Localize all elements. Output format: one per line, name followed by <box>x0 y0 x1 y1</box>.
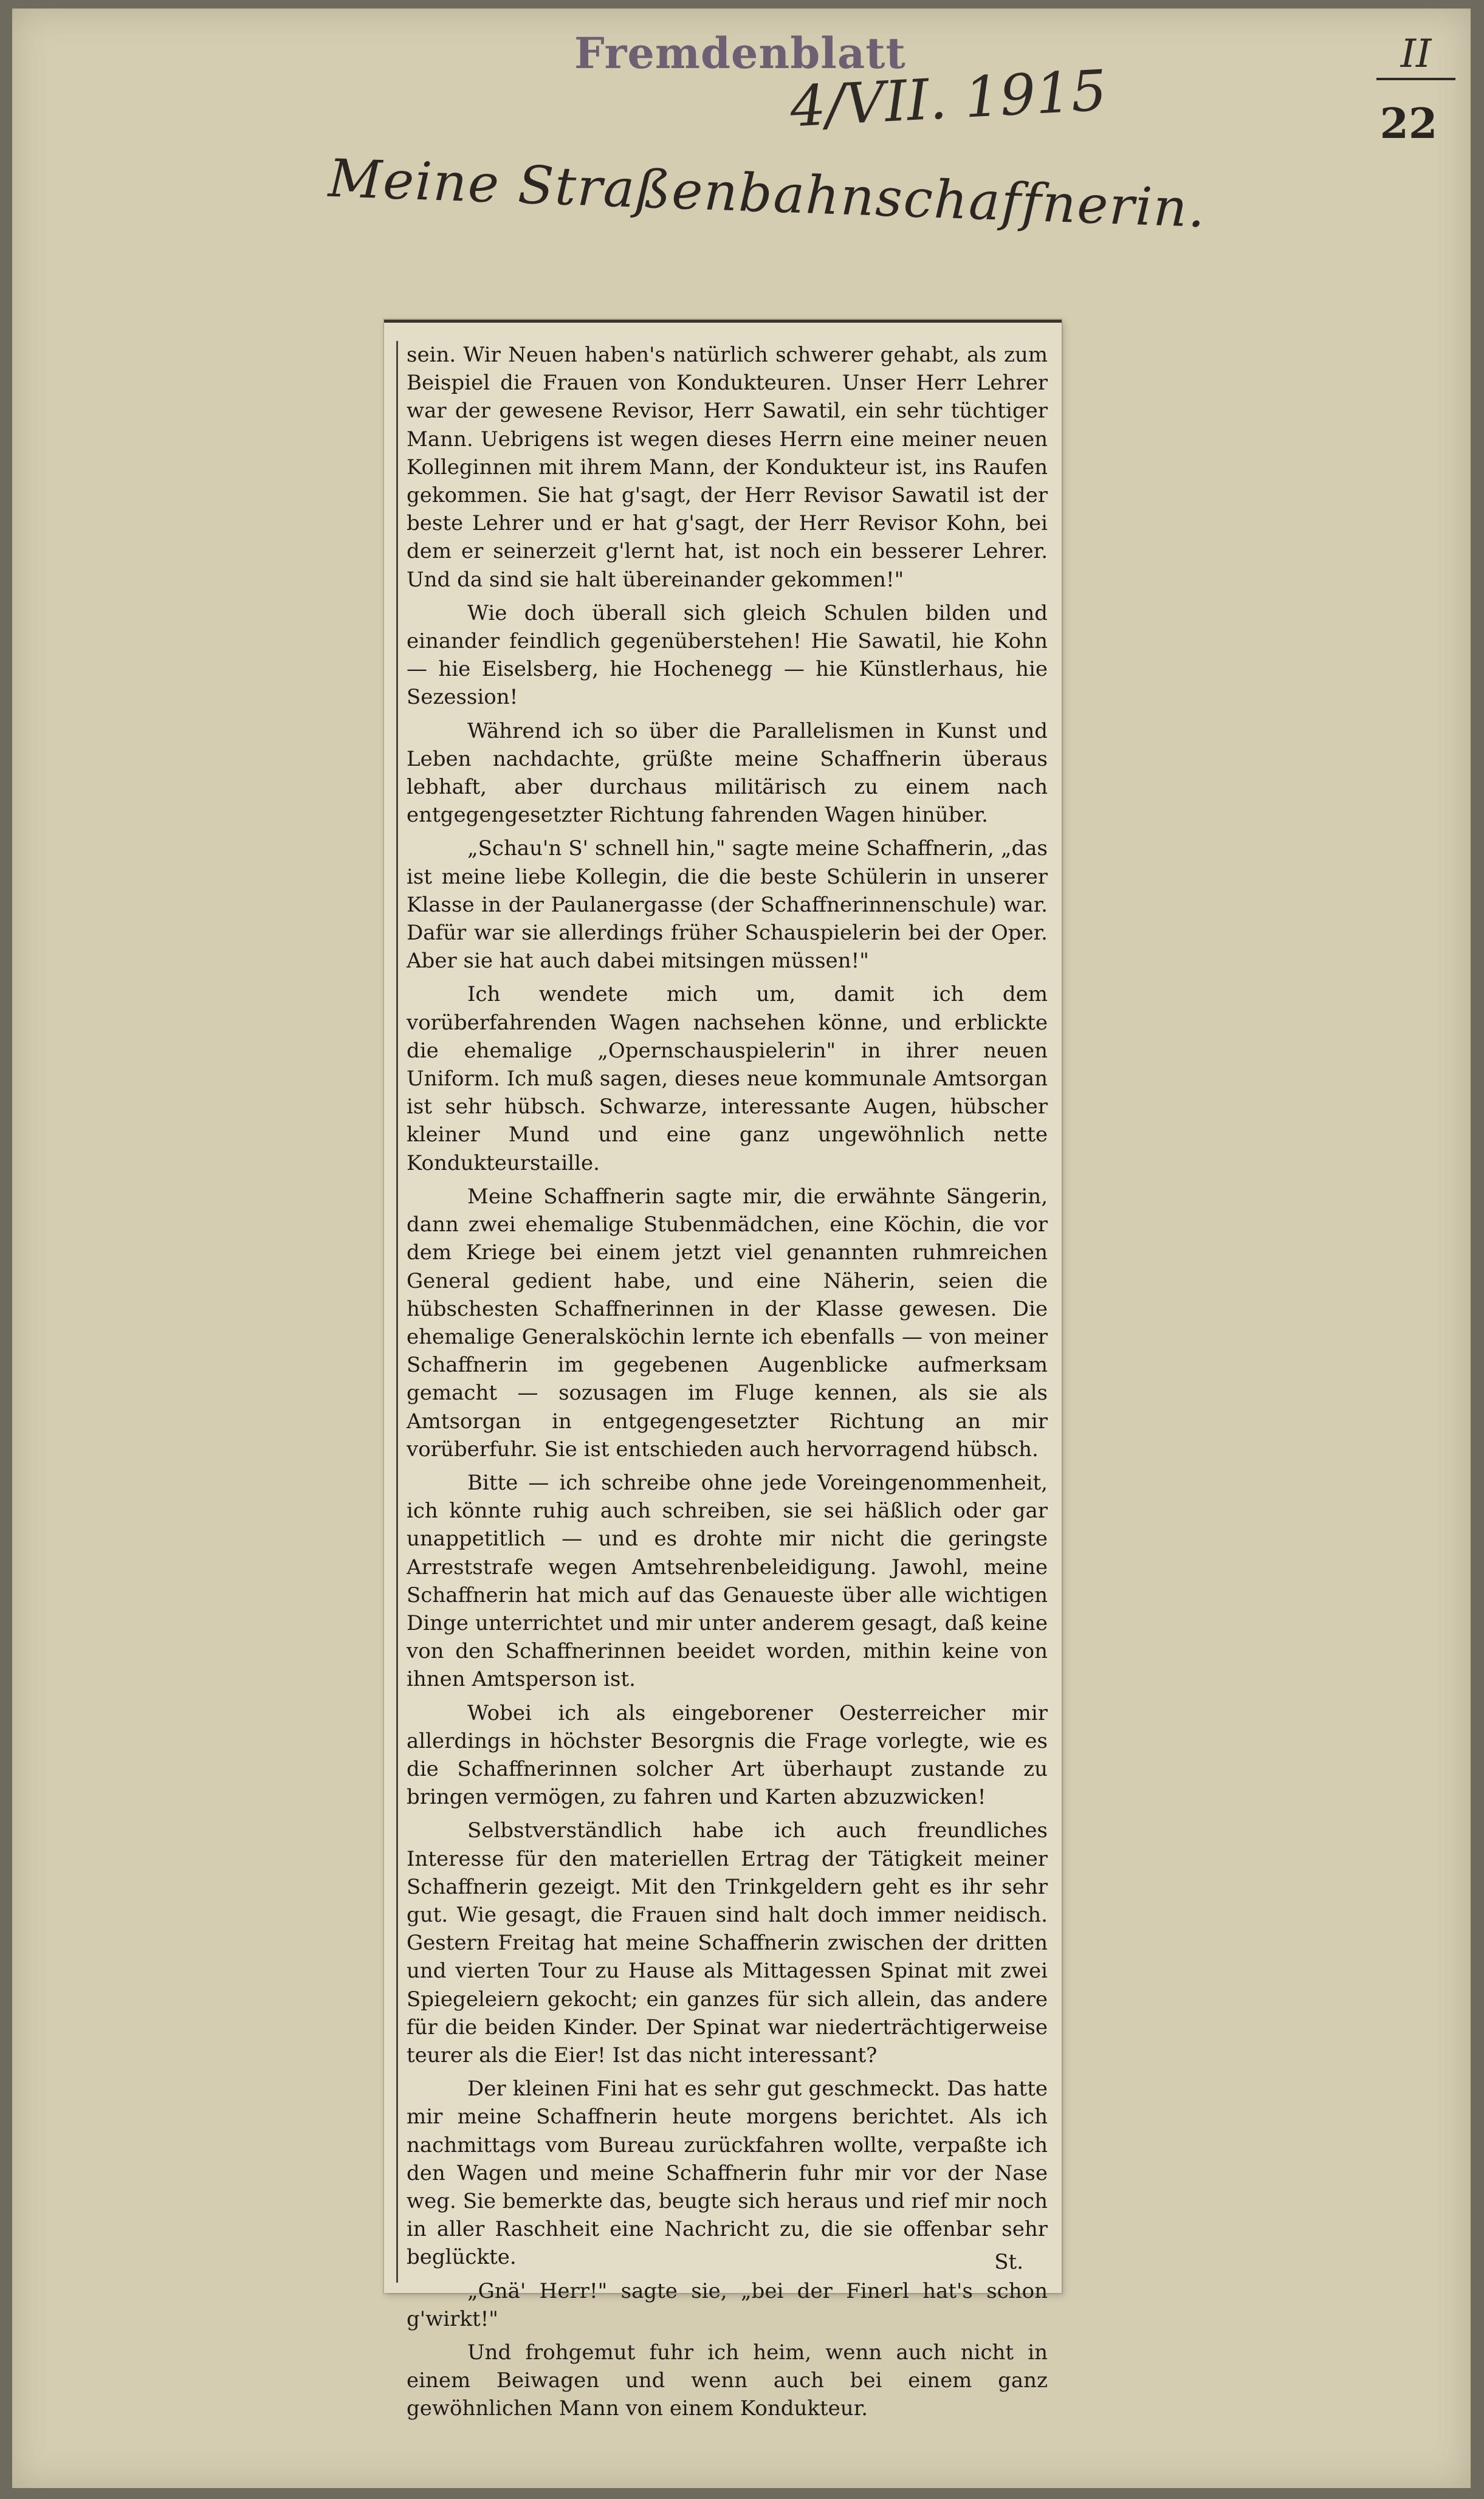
article-paragraph: Wie doch überall sich gleich Schulen bilden und einander feindlich gegenüberstehen! Hie Sawatil, hie Kohn — hie Eiselsberg, hie Hochenegg — hie Künstlerhaus, hie Sezession! <box>407 600 1048 710</box>
folio-roman-numeral: II <box>1376 32 1455 80</box>
article-paragraph: Selbstverständlich habe ich auch freundliches Interesse für den materiellen Ertrag der Tätigkeit meiner Schaffnerin gezeigt. Mit den Trinkgeldern geht es ihr sehr gut. Wie gesagt, die Frauen sind halt doch immer neidisch. Gestern Freitag hat meine Schaffnerin zwischen der dritten und vierten Tour zu Hause als Mittagessen Spinat mit zwei Spiegeleiern gekocht; ein ganzes für sich allein, das andere für die beiden Kinder. Der Spinat war niederträchtigerweise teurer als die Eier! Ist das nicht interessant? <box>407 1818 1048 2068</box>
article-paragraph: Der kleinen Fini hat es sehr gut geschmeckt. Das hatte mir meine Schaffnerin heute morgens berichtet. Als ich nachmittags vom Bureau zurückfahren wollte, verpaßte ich den Wagen und meine Schaffnerin fuhr mir vor der Nase weg. Sie bemerkte das, beugte sich heraus und rief mir noch in aller Raschheit eine Nachricht zu, die sie offenbar sehr beglückte. <box>407 2077 1048 2270</box>
article-paragraph: Meine Schaffnerin sagte mir, die erwähnte Sängerin, dann zwei ehemalige Stubenmädchen, eine Köchin, die vor dem Kriege bei einem jetzt viel genannten ruhmreichen General gedient habe, und eine Näherin, seien die hübschesten Schaffnerinnen in der Klasse gewesen. Die ehemalige Generalsköchin lernte ich ebenfalls — von meiner Schaffnerin im gegebenen Augenblicke aufmerksam gemacht — sozusagen im Fluge kennen, als sie als Amtsorgan in entgegengesetzter Richtung an mir vorüberfuhr. Sie ist entschieden auch hervorragend hübsch. <box>407 1184 1048 1462</box>
article-paragraph: Bitte — ich schreibe ohne jede Voreingenommenheit, ich könnte ruhig auch schreiben, sie sei häßlich oder gar unappetitlich — und es drohte mir nicht die geringste Arreststrafe wegen Amtsehrenbeleidigung. Jawohl, meine Schaffnerin hat mich auf das Genaueste über alle wichtigen Dinge unterrichtet und mir unter anderem gesagt, daß keine von den Schaffnerinnen beeidet worden, mithin keine von ihnen Amtsperson ist. <box>407 1470 1048 1692</box>
newspaper-clipping <box>384 320 1062 2421</box>
handwritten-headline: Meine Straßenbahnschaffnerin. <box>327 148 1207 240</box>
newspaper-stamp: Fremdenblatt <box>574 28 906 78</box>
archive-sheet <box>12 9 1471 2488</box>
article-column <box>396 341 1048 2421</box>
article-paragraph: Wobei ich als eingeborener Oesterreicher mir allerdings in höchster Besorgnis die Frage vorlegte, wie es die Schaffnerinnen solcher Art überhaupt zustande zu bringen vermögen, zu fahren und Karten abzuzwicken! <box>407 1700 1048 1810</box>
article-paragraph: „Schau'n S' schnell hin," sagte meine Schaffnerin, „das ist meine liebe Kollegin, die die beste Schülerin in unserer Klasse in der Paulanergasse (der Schaffnerinnenschule) war. Dafür war sie allerdings früher Schauspielerin bei der Oper. Aber sie hat auch dabei mitsingen müssen!" <box>407 836 1048 974</box>
article-paragraph: sein. Wir Neuen haben's natürlich schwerer gehabt, als zum Beispiel die Frauen von Kondukteuren. Unser Herr Lehrer war der gewesene Revisor, Herr Sawatil, ein sehr tüchtiger Mann. Uebrigens ist wegen dieses Herrn eine meiner neuen Kolleginnen mit ihrem Mann, der Kondukteur ist, ins Raufen gekommen. Sie hat g'sagt, der Herr Revisor Sawatil ist der beste Lehrer und er hat g'sagt, der Herr Revisor Kohn, bei dem er seinerzeit g'lernt hat, ist noch ein besserer Lehrer. Und da sind sie halt übereinander gekommen!" <box>407 343 1048 592</box>
article-paragraph: Während ich so über die Parallelismen in Kunst und Leben nachdachte, grüßte meine Schaffnerin überaus lebhaft, aber durchaus militärisch zu einem nach entgegengesetzter Richtung fahrenden Wagen hinüber. <box>407 718 1048 828</box>
handwritten-date: 4/VII. 1915 <box>788 58 1108 140</box>
article-paragraph: Und frohgemut fuhr ich heim, wenn auch nicht in einem Beiwagen und wenn auch bei einem ganz gewöhnlichen Mann von einem Kondukteur. <box>407 2340 1048 2421</box>
author-signature: St. <box>994 2250 1023 2274</box>
article-paragraph: Ich wendete mich um, damit ich dem vorüberfahrenden Wagen nachsehen könne, und erblickte die ehemalige „Opernschauspielerin" in ihrer neuen Uniform. Ich muß sagen, dieses neue kommunale Amtsorgan ist sehr hübsch. Schwarze, interessante Augen, hübscher kleiner Mund und eine ganz ungewöhnlich nette Kondukteurstaille. <box>407 982 1048 1175</box>
folio-number: 22 <box>1379 100 1438 148</box>
article-paragraph: „Gnä' Herr!" sagte sie, „bei der Finerl hat's schon g'wirkt!" <box>407 2278 1048 2331</box>
